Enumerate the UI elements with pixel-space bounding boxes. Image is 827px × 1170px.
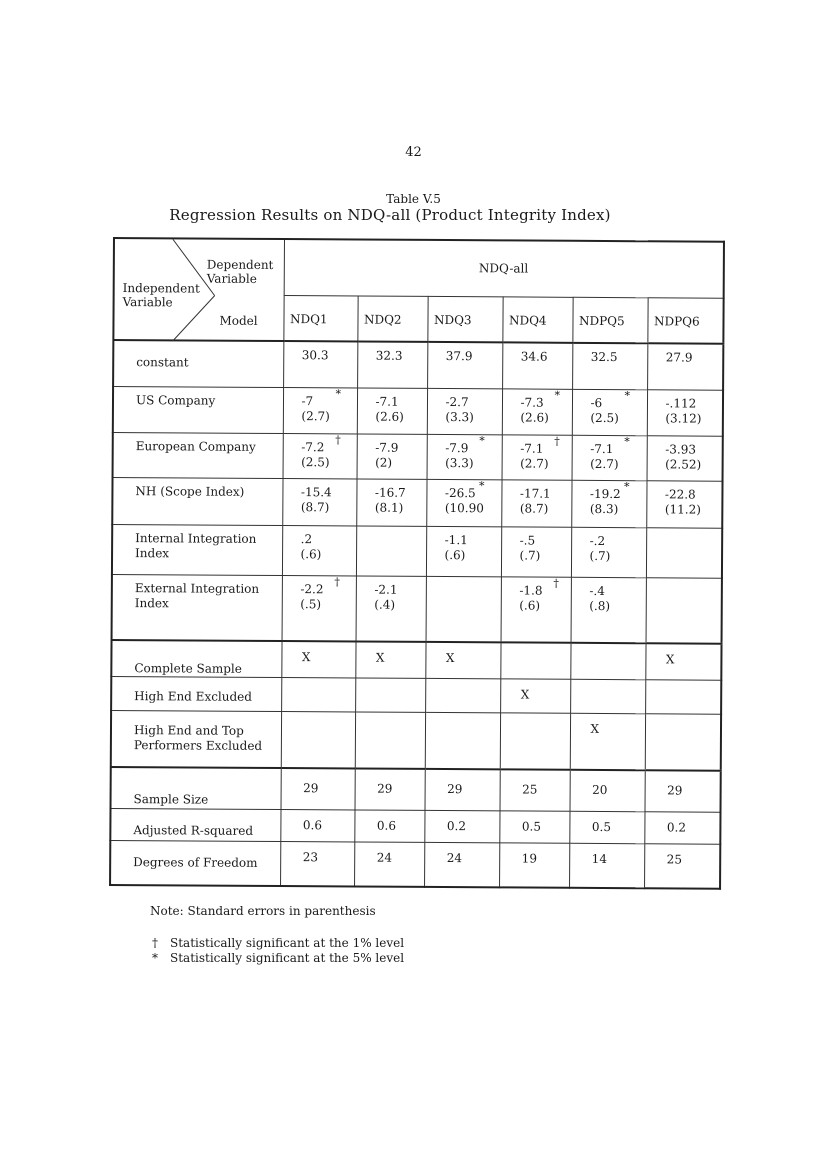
page-number: 42	[405, 145, 422, 160]
table-row	[111, 766, 721, 812]
coefficient-number: -15.4	[300, 484, 332, 499]
row-label-line: NH (Scope Index)	[135, 483, 245, 499]
row-label-line: External Integration	[134, 580, 260, 596]
standard-error-value: (.6)	[519, 597, 541, 613]
coefficient-number: -.5	[519, 532, 536, 548]
coefficient-value	[590, 434, 646, 456]
sample-indicator	[355, 678, 425, 712]
standard-error-value: (11.2)	[664, 501, 701, 517]
statistic-value: 24	[424, 842, 499, 886]
table-cell	[427, 434, 502, 479]
significance-mark: †	[553, 576, 559, 590]
standard-error-value: (2.7)	[520, 455, 549, 471]
significance-mark: *	[478, 478, 485, 492]
coefficient-number: 32.3	[375, 348, 403, 363]
coefficient-value	[301, 532, 356, 547]
table-cell	[647, 343, 723, 389]
coefficient-number: -.112	[665, 395, 697, 411]
coefficient-value	[302, 348, 357, 363]
coefficient-value	[590, 533, 646, 548]
statistic-value: 20	[570, 769, 645, 811]
statistic-value: 25	[500, 769, 570, 811]
coefficient-number: -7.9	[445, 440, 469, 455]
sample-indicator: X	[425, 642, 500, 679]
coefficient-value	[519, 576, 570, 598]
statistic-value: 14	[569, 843, 644, 887]
coefficient-value	[665, 442, 722, 457]
coefficient-number: -7.1	[590, 441, 614, 456]
coefficient-value	[301, 386, 356, 409]
coefficient-number: -17.1	[519, 485, 551, 501]
statistic-value: 25	[644, 844, 720, 888]
standard-error-value: (3.3)	[445, 409, 474, 424]
table-row	[113, 340, 723, 390]
regression-table	[109, 237, 725, 889]
coefficient-number: -.4	[589, 583, 605, 598]
model-header: NDQ3	[427, 296, 502, 342]
coefficient-value	[589, 583, 645, 598]
table-label: Table V.5	[386, 192, 441, 206]
statistic-value: 29	[355, 768, 425, 810]
model-label: Model	[219, 313, 258, 328]
coefficient-number: -19.2	[589, 486, 621, 501]
table-cell	[571, 480, 646, 527]
table-title: Regression Results on NDQ-all (Product Integrity Index)	[169, 206, 611, 224]
row-label: Degrees of Freedom	[110, 840, 280, 885]
table-row	[112, 574, 722, 644]
coefficient-rows	[112, 340, 724, 644]
table-cell	[571, 527, 646, 577]
row-label: Sample Size	[111, 766, 281, 809]
table-row	[110, 808, 720, 844]
coefficient-number: .2	[300, 531, 313, 546]
significance-mark: *	[554, 388, 561, 402]
standard-error-value: (8.7)	[519, 500, 549, 516]
sample-indicator: X	[355, 641, 425, 678]
coefficient-value	[445, 533, 501, 548]
table-cell	[572, 389, 647, 435]
standard-error-value: (2.7)	[590, 456, 619, 471]
standard-error-value: (10.90	[444, 500, 484, 515]
statistic-value: 29	[425, 768, 500, 810]
significance-symbol: †	[152, 936, 158, 950]
significance-mark: †	[554, 434, 560, 448]
table-row	[113, 432, 723, 481]
coefficient-value	[446, 349, 502, 364]
standard-error-value: (.5)	[300, 596, 322, 611]
table-cell	[572, 435, 647, 480]
row-label-line: Internal Integration	[135, 530, 257, 546]
table-cell	[572, 343, 647, 389]
coefficient-value	[300, 574, 355, 597]
table-cell	[282, 525, 356, 575]
sample-indicator	[570, 643, 645, 680]
coefficient-value	[666, 350, 723, 365]
table-cell	[571, 577, 646, 643]
significance-mark: *	[624, 434, 630, 448]
standard-error-value: (2.52)	[665, 456, 702, 472]
model-header: NDQ2	[357, 295, 427, 341]
significance-mark: †	[334, 574, 340, 588]
table-cell	[282, 575, 356, 641]
model-header: NDPQ5	[572, 297, 647, 343]
statistic-value: 19	[499, 843, 569, 887]
standard-error-value: (.6)	[444, 547, 466, 562]
coefficient-number: -1.1	[444, 532, 468, 547]
row-label-line: US Company	[135, 392, 216, 408]
coefficient-number: -7.3	[520, 394, 544, 410]
statistic-value: 0.5	[569, 811, 644, 843]
sample-indicator	[355, 712, 425, 768]
statistic-value: 0.2	[424, 810, 499, 842]
statistic-rows	[110, 766, 721, 888]
sample-indicator	[281, 678, 355, 712]
sample-indicator	[281, 712, 355, 768]
coefficient-number: -16.7	[374, 485, 406, 500]
row-label-line: constant	[136, 355, 189, 370]
coefficient-number: -1.8	[519, 582, 543, 598]
table-cell	[501, 479, 571, 526]
row-label	[111, 676, 281, 711]
statistic-value: 24	[354, 842, 424, 886]
coefficient-number: -7.1	[375, 394, 399, 409]
significance-mark: *	[479, 433, 485, 447]
coefficient-value	[374, 582, 425, 597]
coefficient-value	[376, 349, 427, 364]
sample-rows	[111, 640, 722, 770]
coefficient-value	[520, 434, 571, 456]
statistic-value: 0.5	[499, 811, 569, 843]
legend-item	[152, 951, 404, 965]
coefficient-value	[375, 485, 426, 500]
row-label-line: Performers Excluded	[133, 738, 263, 753]
row-label-line: European Company	[135, 438, 256, 454]
legend-item	[152, 936, 404, 950]
coefficient-value	[589, 479, 646, 501]
coefficient-number: 34.6	[520, 349, 548, 364]
statistic-value: 29	[281, 768, 355, 810]
table-cell	[502, 388, 572, 434]
sample-indicator: X	[645, 643, 721, 680]
row-label	[112, 477, 282, 525]
sample-indicator: X	[281, 641, 355, 678]
coefficient-value	[520, 486, 571, 501]
table-row	[110, 840, 720, 888]
statistic-value: 0.6	[280, 810, 354, 842]
coefficient-number: -6	[590, 395, 603, 410]
row-label-line: Index	[134, 595, 169, 610]
statistic-value: 0.2	[644, 812, 720, 844]
table-cell	[502, 434, 572, 479]
table-cell	[502, 342, 572, 388]
coefficient-value	[445, 433, 501, 456]
legend-text: Statistically significant at the 1% level	[170, 936, 405, 950]
coefficient-value	[521, 349, 572, 364]
row-label-line: High End Excluded	[134, 689, 253, 704]
row-label-line: Index	[135, 545, 170, 560]
coefficient-number: -7.1	[520, 440, 544, 456]
row-label	[112, 524, 282, 575]
table-row	[112, 524, 722, 578]
table-cell	[426, 576, 501, 642]
table-cell	[646, 480, 722, 527]
standard-error-value: (8.3)	[589, 501, 619, 516]
coefficient-number: -2.2	[300, 581, 324, 596]
row-label	[113, 386, 283, 433]
table-cell	[357, 387, 427, 433]
standard-error-value: (2.7)	[301, 408, 330, 423]
table-row	[111, 710, 721, 770]
row-label	[111, 640, 281, 678]
statistic-value: 0.6	[354, 810, 424, 842]
standard-error-value: (.8)	[589, 598, 611, 613]
table-cell	[647, 435, 723, 480]
coefficient-number: -2.1	[374, 582, 398, 597]
model-header: NDPQ6	[647, 297, 723, 343]
standard-error-value: (2)	[375, 455, 393, 470]
standard-error-value: (8.7)	[300, 499, 330, 514]
coefficient-value	[375, 440, 426, 455]
table-cell	[646, 577, 722, 643]
significance-mark: *	[335, 386, 342, 400]
row-label	[113, 340, 283, 387]
table-row	[111, 640, 721, 680]
significance-symbol: *	[152, 951, 158, 965]
coefficient-number: -.2	[589, 533, 606, 548]
coefficient-number: -7.2	[301, 439, 325, 454]
coefficient-value	[590, 388, 646, 410]
significance-mark: *	[623, 479, 630, 493]
table-cell	[282, 478, 356, 525]
significance-mark: *	[624, 388, 631, 402]
table-cell	[501, 576, 571, 642]
statistic-value: 29	[644, 770, 720, 812]
legend-text: Statistically significant at the 5% level	[170, 951, 405, 965]
coefficient-value	[591, 350, 647, 365]
coefficient-number: -22.8	[664, 486, 696, 502]
sample-indicator: X	[500, 679, 570, 713]
standard-error-value: (.4)	[374, 597, 396, 612]
standard-error-value: (.7)	[519, 547, 541, 563]
row-label	[111, 710, 281, 767]
table-cell	[646, 527, 722, 577]
coefficient-number: -7	[301, 393, 314, 408]
table-cell	[283, 341, 357, 387]
table-cell	[426, 526, 501, 576]
standard-error-value: (8.1)	[374, 500, 404, 515]
coefficient-value	[665, 487, 722, 502]
sample-indicator	[645, 680, 721, 714]
coefficient-value	[301, 432, 356, 455]
standard-error-value: (3.12)	[665, 410, 702, 426]
independent-variable-label: Independent Variable	[122, 281, 200, 310]
model-header: NDQ4	[502, 296, 572, 342]
table-cell	[356, 575, 426, 641]
table-cell	[357, 341, 427, 387]
sample-indicator: X	[570, 713, 645, 769]
table-row	[113, 386, 723, 436]
coefficient-number: 27.9	[665, 350, 693, 365]
row-label: Adjusted R-squared	[110, 808, 280, 841]
table-cell	[426, 479, 501, 526]
row-label	[112, 574, 282, 641]
row-label-line: Complete Sample	[134, 661, 242, 676]
standard-error-value: (2.6)	[375, 409, 404, 424]
coefficient-number: 30.3	[301, 348, 329, 363]
coefficient-value	[301, 485, 356, 500]
sample-indicator	[570, 679, 645, 713]
significance-mark: †	[335, 432, 341, 446]
table-cell	[427, 342, 502, 388]
standard-error-value: (.7)	[589, 548, 611, 563]
coefficient-number: 32.5	[590, 349, 618, 365]
row-label-line: High End and Top	[133, 723, 244, 738]
coefficient-value	[520, 533, 571, 548]
table-cell	[501, 526, 571, 576]
standard-error-value: (2.5)	[301, 454, 330, 469]
standard-error-value: (.6)	[300, 546, 322, 561]
sample-indicator	[500, 713, 570, 769]
coefficient-number: -2.7	[445, 394, 469, 409]
dependent-variable-label: Dependent Variable	[206, 257, 274, 286]
table-cell	[647, 389, 723, 435]
table-row	[112, 477, 722, 528]
standard-error-note: Note: Standard errors in parenthesis	[150, 904, 376, 918]
coefficient-value	[445, 395, 501, 410]
table-cell	[357, 433, 427, 478]
table-row	[111, 676, 721, 714]
coefficient-value	[520, 388, 571, 410]
sample-indicator	[425, 678, 500, 712]
table-cell	[283, 387, 357, 433]
model-header: NDQ1	[283, 295, 357, 341]
coefficient-number: -26.5	[444, 485, 476, 500]
coefficient-number: 37.9	[445, 349, 473, 364]
table-cell	[283, 433, 357, 478]
table-cell	[427, 388, 502, 434]
coefficient-value	[375, 394, 426, 409]
coefficient-number: -3.93	[665, 441, 697, 457]
coefficient-value	[444, 478, 501, 501]
standard-error-value: (3.3)	[445, 455, 474, 470]
sample-indicator	[500, 642, 570, 679]
table-cell	[356, 525, 426, 575]
statistic-value: 23	[280, 842, 354, 886]
sample-indicator	[645, 714, 721, 770]
dependent-group-header: NDQ-all	[284, 239, 724, 298]
standard-error-value: (2.5)	[590, 410, 619, 425]
table-corner-cell	[113, 238, 284, 341]
standard-error-value: (2.6)	[520, 409, 549, 425]
sample-indicator	[425, 712, 500, 768]
coefficient-number: -7.9	[375, 440, 399, 455]
table-cell	[356, 478, 426, 525]
row-label	[113, 432, 283, 478]
coefficient-value	[665, 396, 722, 411]
